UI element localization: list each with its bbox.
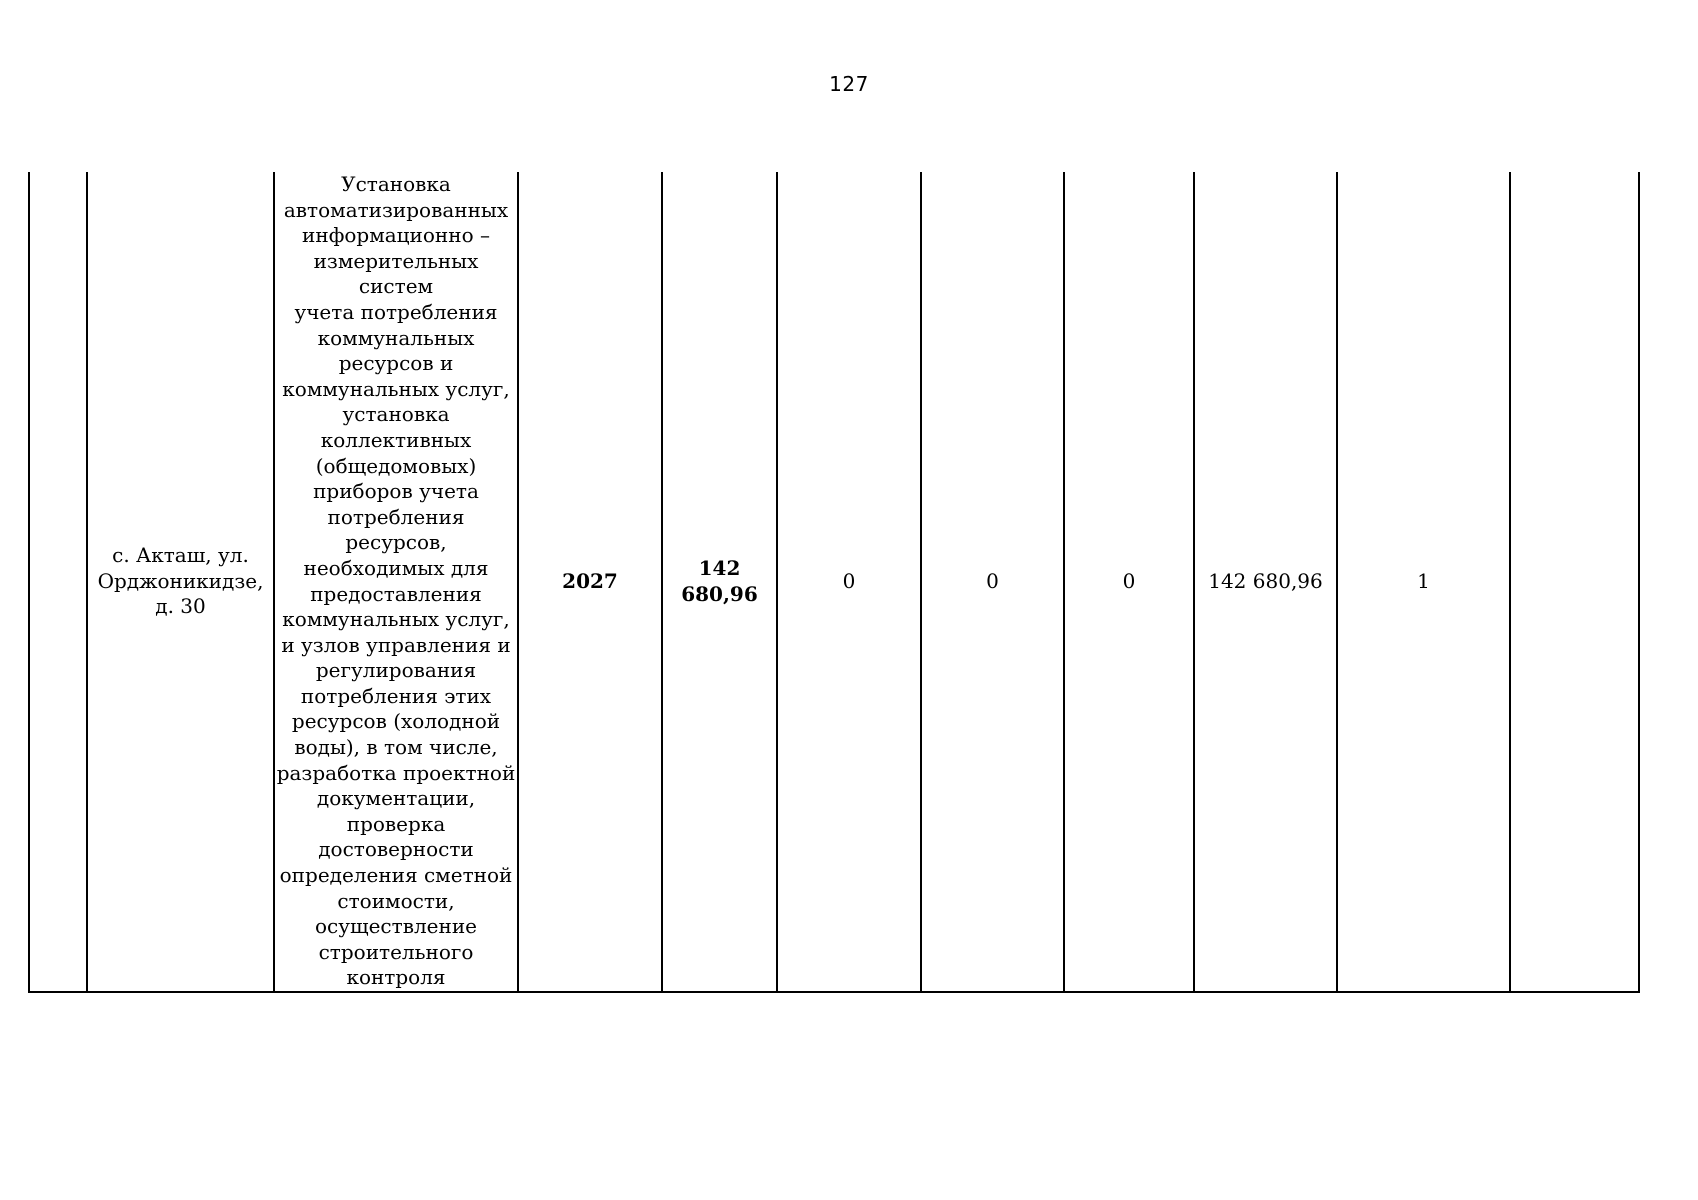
total-cost-line: 142 (698, 555, 741, 580)
data-table (28, 172, 1640, 993)
cell-index (29, 172, 87, 992)
cell-description (274, 172, 518, 992)
description-line: воды), в том числе, (294, 735, 498, 760)
description-line: регулирования (315, 658, 477, 683)
cell-value: 0 (921, 172, 1064, 992)
description-line: (общедомовых) (315, 453, 477, 478)
description-line: стоимости, (337, 888, 455, 913)
description-line: и узлов управления и (281, 632, 511, 657)
description-line: разработка проектной (276, 760, 516, 785)
description-line: измерительных систем (313, 248, 479, 299)
description-line: коммунальных услуг, (282, 607, 510, 632)
description-line: потребления ресурсов, (327, 504, 465, 555)
cell-year: 2027 (518, 172, 662, 992)
table-row (29, 172, 1639, 992)
description-line: информационно – (302, 223, 490, 248)
cell-address (87, 172, 274, 992)
cell-empty (1510, 172, 1639, 992)
description-line: ресурсов (холодной (291, 709, 501, 734)
description-line: достоверности (318, 837, 474, 862)
description-line: необходимых для (303, 555, 489, 580)
cell-value: 0 (1064, 172, 1194, 992)
description-line: коммунальных (317, 325, 475, 350)
description-line: автоматизированных (283, 197, 509, 222)
description-line: строительного (318, 939, 474, 964)
description-line: учета потребления (294, 299, 498, 324)
cell-value: 142 680,96 (1194, 172, 1337, 992)
description-line: Установка (341, 172, 451, 196)
description-line: контроля (346, 965, 446, 990)
description-line: предоставления (310, 581, 482, 606)
address-line: с. Акташ, ул. (112, 543, 249, 568)
cell-value: 1 (1337, 172, 1510, 992)
page-number: 127 (829, 72, 869, 96)
address-line: Орджоникидзе, (97, 568, 264, 593)
description-line: ресурсов и (338, 351, 454, 376)
address-line: д. 30 (155, 594, 206, 619)
description-line: осуществление (314, 914, 477, 939)
cell-value: 0 (777, 172, 921, 992)
cell-total-cost (662, 172, 777, 992)
total-cost-line: 680,96 (681, 581, 758, 606)
description-line: потребления этих (300, 683, 492, 708)
description-line: проверка (346, 811, 446, 836)
description-line: документации, (316, 786, 476, 811)
description-line: установка (342, 402, 450, 427)
description-line: коллективных (320, 427, 472, 452)
description-line: приборов учета (313, 479, 479, 504)
description-line: определения сметной (279, 863, 513, 888)
description-line: коммунальных услуг, (282, 376, 510, 401)
